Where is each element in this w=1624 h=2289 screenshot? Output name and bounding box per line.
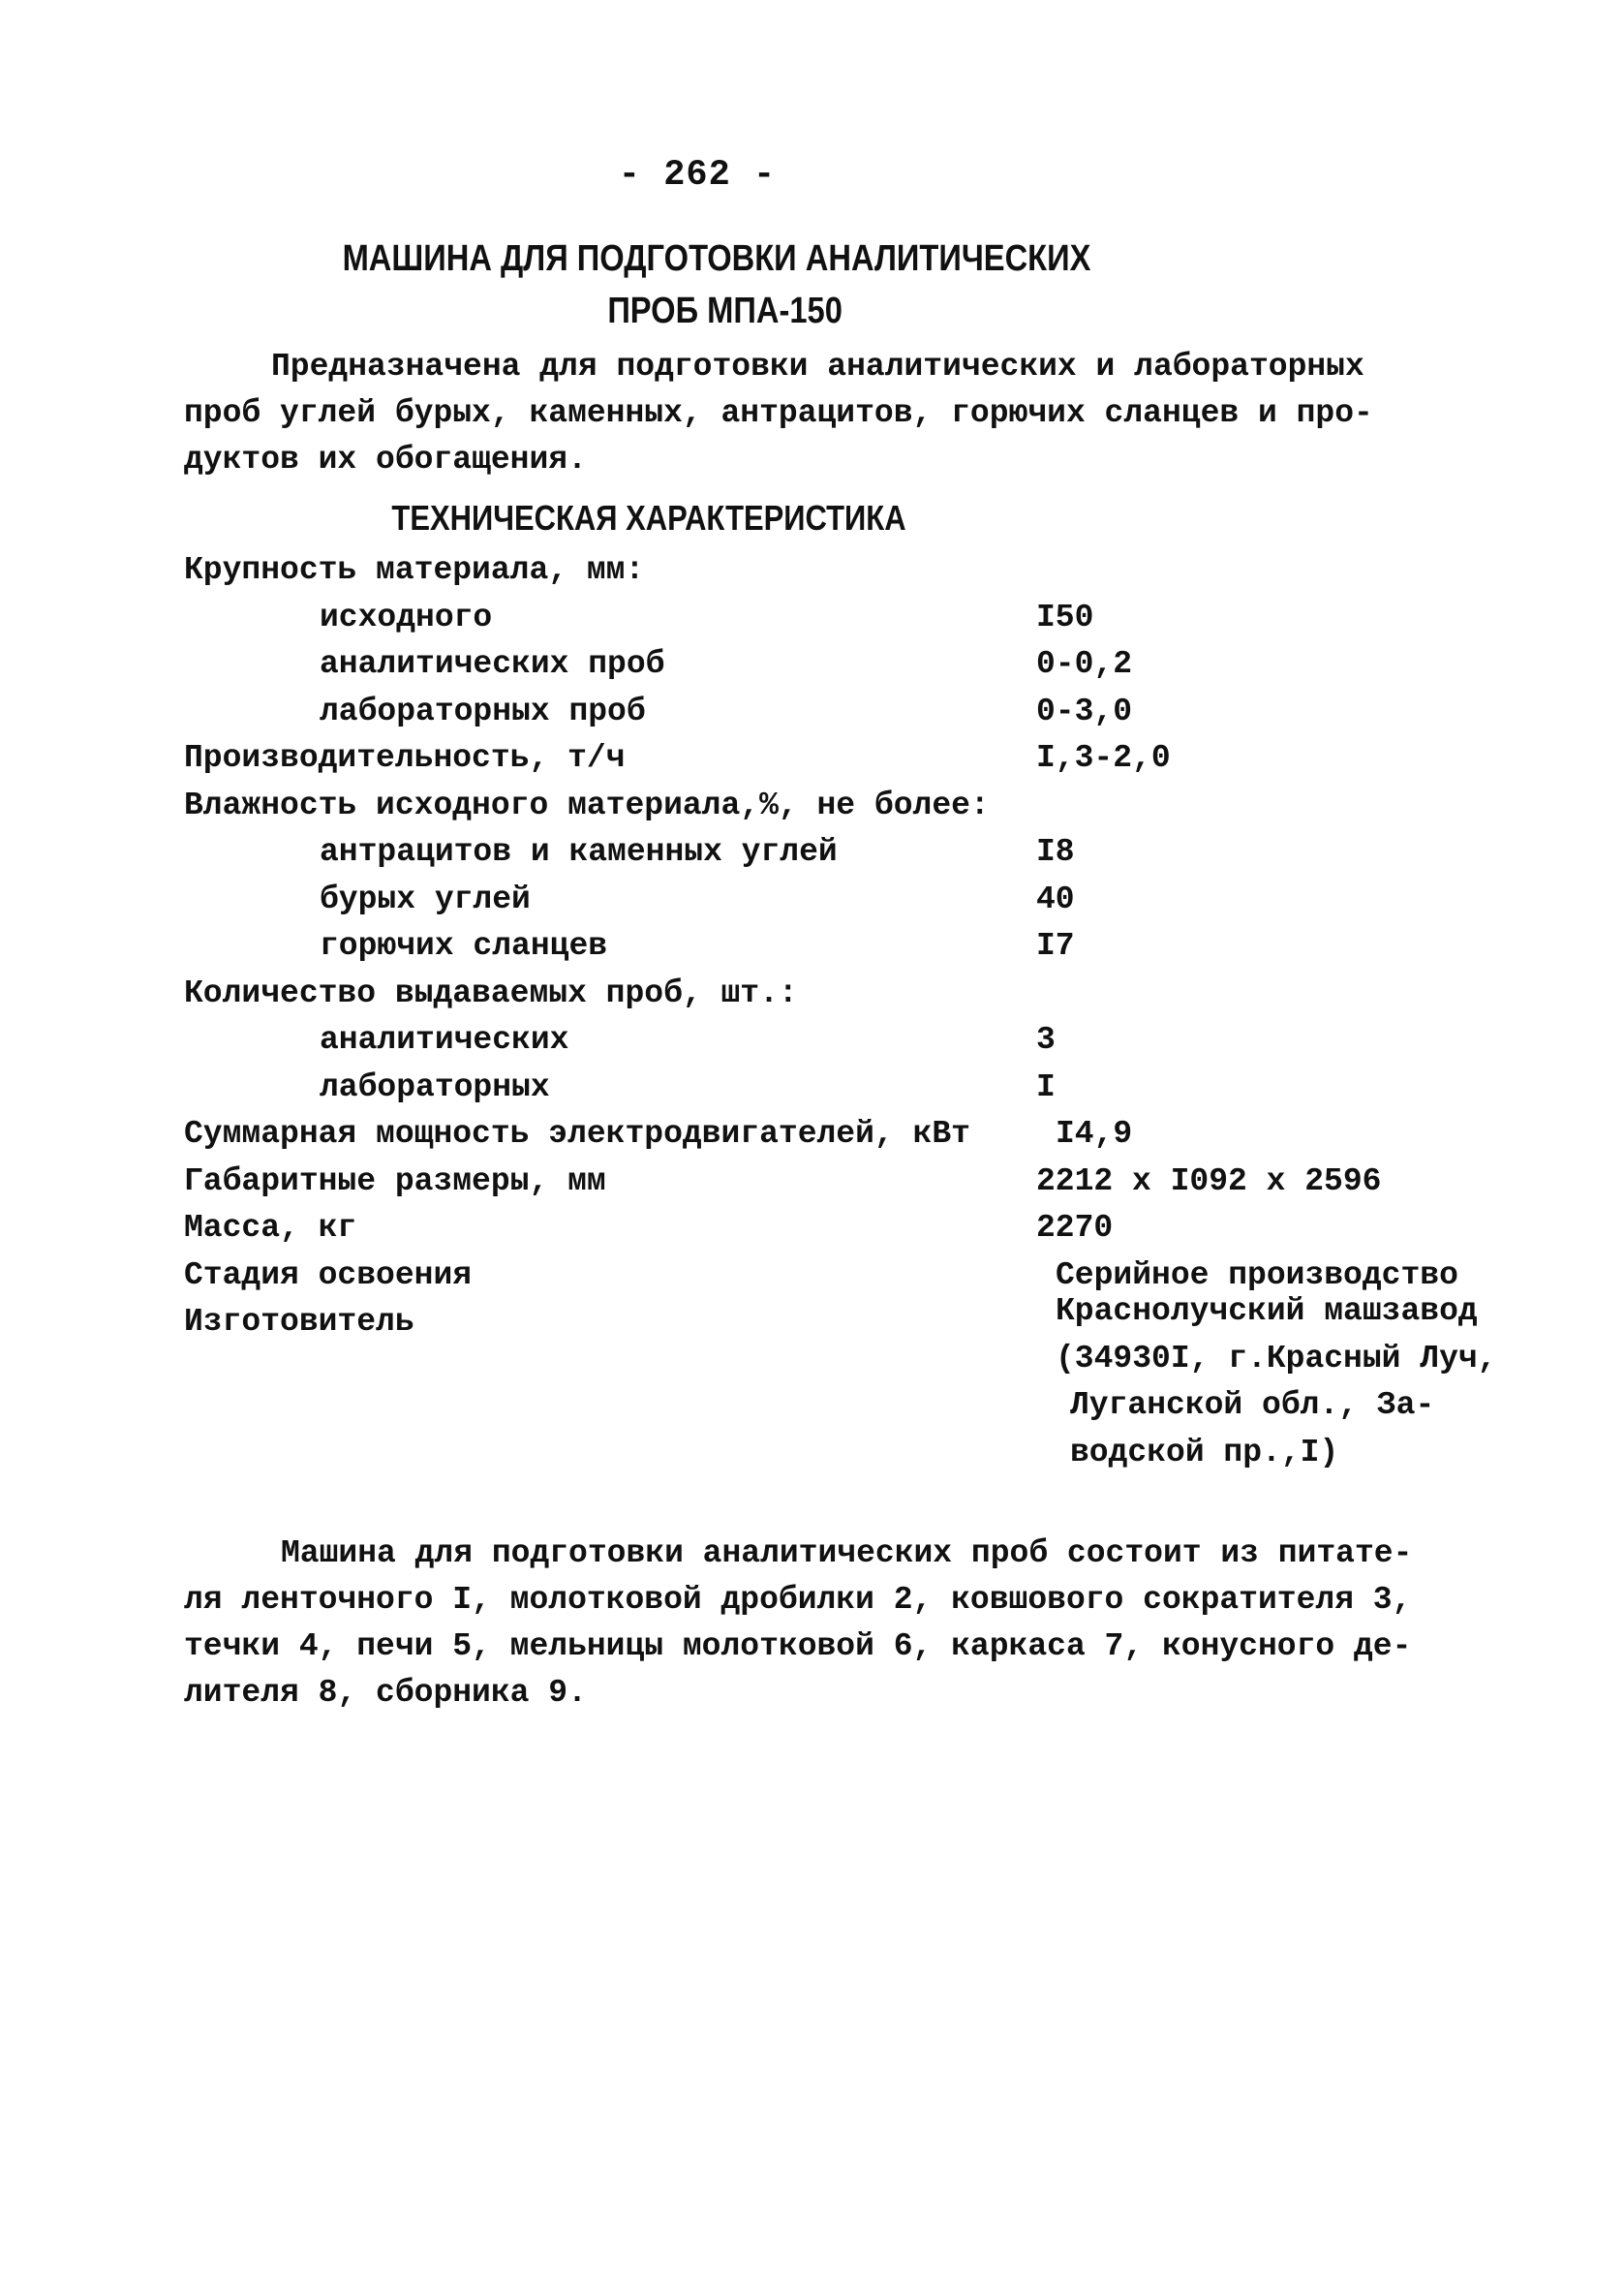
- spec-row: [184, 829, 1540, 877]
- closing-line: Машина для подготовки аналитических проб состоит из питате-: [281, 1535, 1413, 1571]
- manufacturer-line: Луганской обл., За-: [1070, 1387, 1435, 1423]
- spec-value: 3: [1036, 1022, 1056, 1058]
- manufacturer-line: Краснолучский машзавод: [1056, 1293, 1478, 1329]
- manufacturer-line: водской пр.,I): [1070, 1434, 1339, 1470]
- spec-value: 40: [1036, 881, 1075, 917]
- spec-value: I4,9: [1056, 1116, 1133, 1152]
- spec-label: лабораторных: [320, 1068, 550, 1105]
- spec-label: лабораторных проб: [320, 693, 646, 729]
- spec-label: Производительность, т/ч: [184, 740, 626, 776]
- intro-line: Предназначена для подготовки аналитических и лабораторных: [271, 349, 1364, 385]
- spec-label: аналитических: [320, 1022, 569, 1058]
- title-line-1: МАШИНА ДЛЯ ПОДГОТОВКИ АНАЛИТИЧЕСКИХ: [342, 238, 1091, 279]
- spec-value: I7: [1036, 928, 1075, 964]
- spec-row: [184, 1205, 1540, 1253]
- spec-value: I,3-2,0: [1036, 740, 1171, 776]
- spec-row: [184, 641, 1540, 689]
- closing-paragraph: [184, 1531, 1501, 1717]
- spec-label: аналитических проб: [320, 646, 665, 682]
- spec-row: [184, 923, 1540, 971]
- page-number: - 262 -: [618, 155, 777, 196]
- spec-value: I: [1036, 1068, 1056, 1105]
- intro-line: дуктов их обогащения.: [184, 442, 587, 478]
- spec-row: [184, 689, 1540, 736]
- document-title: [101, 232, 1333, 337]
- spec-row: [184, 1017, 1540, 1065]
- spec-label: Крупность материала, мм:: [184, 552, 645, 588]
- spec-list: [184, 547, 1540, 1346]
- intro-line: проб углей бурых, каменных, антрацитов, горючих сланцев и про-: [184, 395, 1373, 431]
- spec-label: Влажность исходного материала,%, не более:: [184, 787, 990, 823]
- spec-label: горючих сланцев: [320, 928, 608, 964]
- spec-row: [184, 971, 1540, 1018]
- spec-value: 0-3,0: [1036, 693, 1133, 729]
- closing-line: течки 4, печи 5, мельницы молотковой 6, каркаса 7, конусного де-: [184, 1628, 1412, 1664]
- tech-characteristics-heading: ТЕХНИЧЕСКАЯ ХАРАКТЕРИСТИКА: [391, 498, 906, 538]
- spec-label: Суммарная мощность электродвигателей, кВт: [184, 1116, 970, 1152]
- spec-label: Стадия освоения: [184, 1256, 473, 1293]
- spec-row: [184, 1111, 1540, 1159]
- spec-label: антрацитов и каменных углей: [320, 834, 838, 870]
- spec-value: 2212 x I092 x 2596: [1036, 1162, 1382, 1199]
- spec-label: Количество выдаваемых проб, шт.:: [184, 974, 798, 1011]
- spec-value: I8: [1036, 834, 1075, 870]
- spec-row: [184, 595, 1540, 642]
- spec-row: [184, 1159, 1540, 1206]
- spec-label: Изготовитель: [184, 1304, 414, 1340]
- spec-row: [184, 547, 1540, 595]
- spec-row: [184, 877, 1540, 924]
- spec-row: [184, 783, 1540, 830]
- spec-label: бурых углей: [320, 881, 531, 917]
- spec-value: 2270: [1036, 1210, 1114, 1246]
- intro-paragraph: [184, 344, 1443, 483]
- spec-row: [184, 1065, 1540, 1112]
- title-line-2: ПРОБ МПА-150: [607, 291, 843, 331]
- spec-value: I50: [1036, 599, 1094, 635]
- closing-line: ля ленточного I, молотковой дробилки 2, ковшового сократителя 3,: [184, 1582, 1412, 1618]
- spec-label: исходного: [320, 599, 493, 635]
- closing-line: лителя 8, сборника 9.: [184, 1675, 587, 1711]
- spec-row: [184, 735, 1540, 783]
- spec-label: Масса, кг: [184, 1210, 357, 1246]
- spec-value: 0-0,2: [1036, 646, 1133, 682]
- manufacturer-value: [1056, 1288, 1496, 1476]
- spec-label: Габаритные размеры, мм: [184, 1162, 606, 1199]
- manufacturer-line: (34930I, г.Красный Луч,: [1056, 1340, 1497, 1376]
- spec-value: Серийное производство: [1056, 1256, 1458, 1293]
